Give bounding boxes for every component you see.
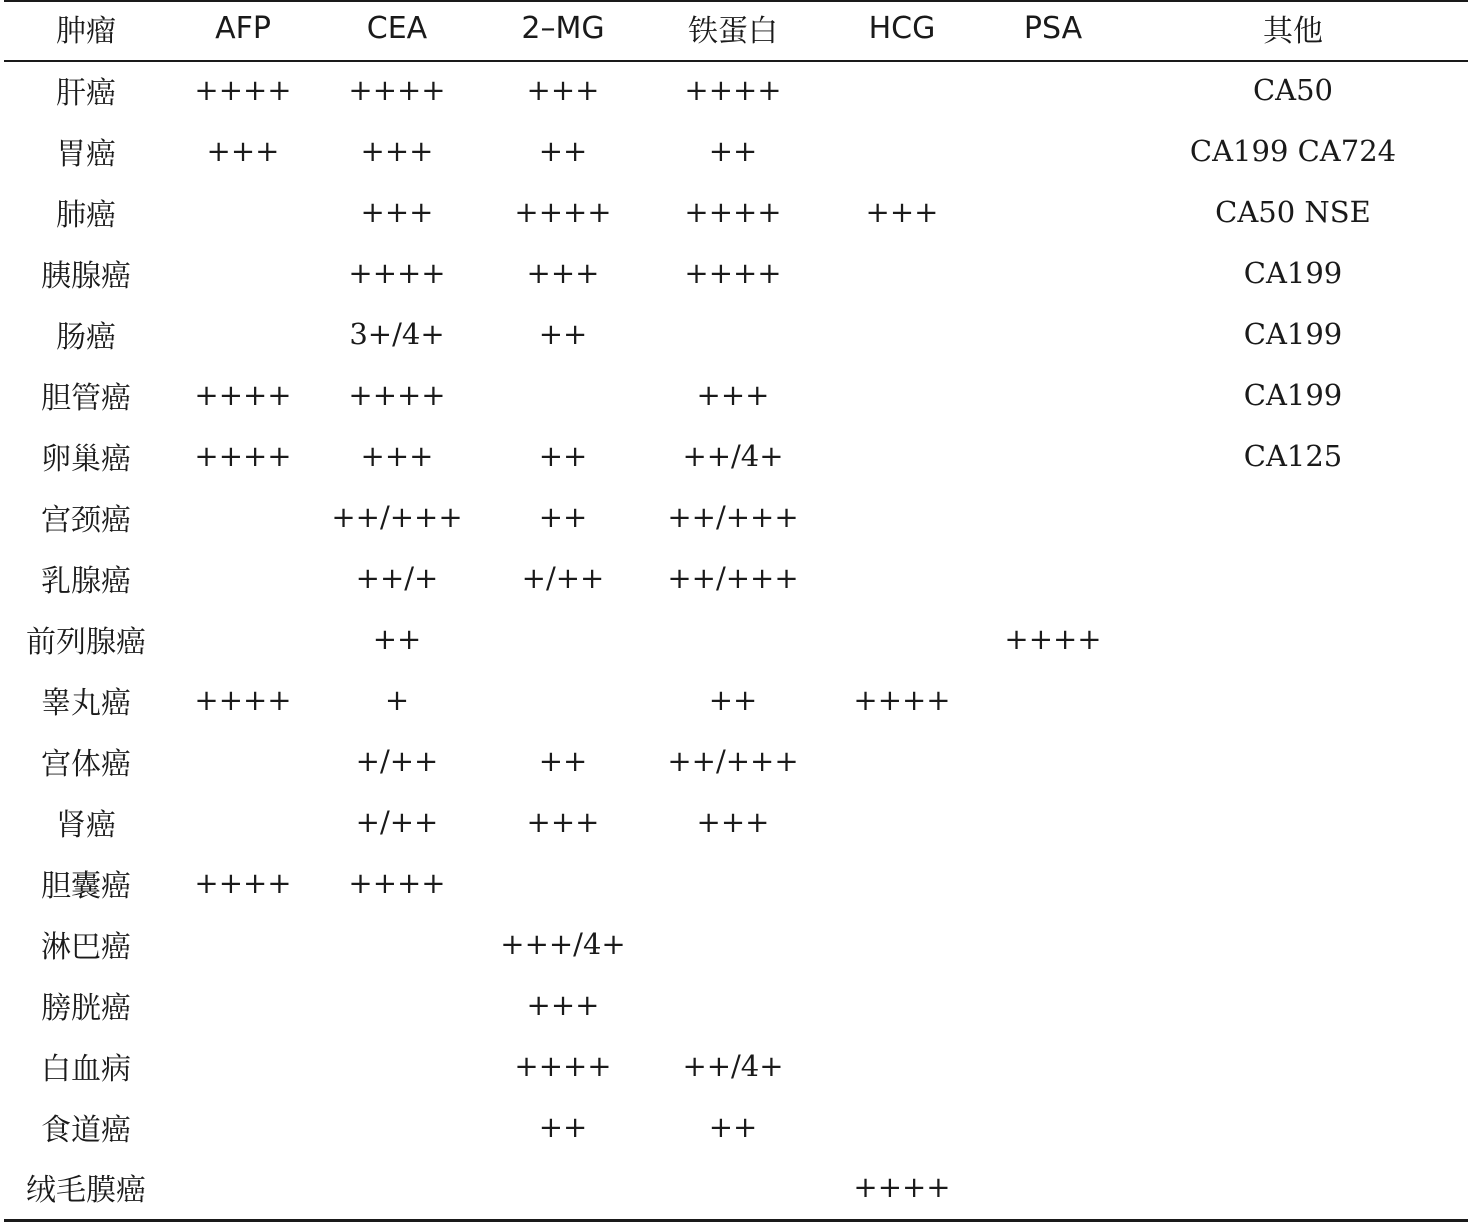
table-header [4,1,1468,61]
cell-ferritin: ++/4+ [682,438,784,473]
tumor-marker-table [4,0,1468,1222]
cell-afp: ++++ [194,377,292,412]
cell-other: CA50 [1252,73,1334,107]
cell-2mg: ++ [538,1109,588,1144]
cell-2mg: +++ [526,73,600,107]
cell-tumor-name: 膀胱癌 [41,990,131,1026]
cell-tumor-name: 胆管癌 [41,380,131,416]
cell-afp [168,183,318,244]
cell-tumor-name: 淋巴癌 [41,929,131,965]
header-cell-cea: CEA [318,1,476,61]
cell-2mg: ++ [538,499,588,534]
cell-other [1118,1037,1468,1098]
cell-hcg: +++ [865,194,939,229]
cell-ferritin [650,610,816,671]
cell-other: CA199 [1243,377,1343,412]
cell-cea [318,915,476,976]
cell-tumor-name: 白血病 [41,1051,131,1087]
cell-hcg [816,244,988,305]
cell-cea: +++ [360,438,434,473]
cell-hcg: ++++ [853,682,951,717]
cell-ferritin: ++++ [684,194,782,229]
cell-cea: + [384,682,410,717]
cell-tumor-name: 肾癌 [56,807,116,843]
cell-afp [168,732,318,793]
cell-psa [988,976,1118,1037]
cell-afp [168,305,318,366]
cell-other [1118,1159,1468,1220]
cell-psa [988,1037,1118,1098]
cell-afp [168,1098,318,1159]
cell-tumor-name: 肠癌 [56,319,116,355]
cell-cea [318,1098,476,1159]
cell-other [1118,488,1468,549]
table-row [4,244,1468,305]
cell-hcg [816,610,988,671]
cell-hcg [816,915,988,976]
cell-cea: ++++ [348,73,446,107]
cell-2mg: ++ [538,133,588,168]
cell-other [1118,1098,1468,1159]
header-cell-other: 其他 [1118,1,1468,61]
cell-cea: +++ [360,133,434,168]
cell-ferritin: ++/4+ [682,1048,784,1083]
cell-hcg [816,427,988,488]
cell-psa [988,183,1118,244]
table-row [4,122,1468,183]
cell-psa [988,1159,1118,1220]
cell-cea: ++++ [348,255,446,290]
cell-psa [988,549,1118,610]
cell-other [1118,793,1468,854]
cell-2mg: ++ [538,438,588,473]
cell-ferritin: ++/+++ [667,743,799,778]
header-cell-afp: AFP [168,1,318,61]
cell-psa [988,854,1118,915]
cell-afp [168,1159,318,1220]
table-row [4,488,1468,549]
header-row [4,1,1468,61]
cell-other [1118,549,1468,610]
cell-tumor-name: 胃癌 [56,136,116,172]
header-cell-2mg: 2–MG [476,1,650,61]
cell-psa: ++++ [1004,621,1102,656]
cell-psa [988,732,1118,793]
cell-ferritin: ++++ [684,73,782,107]
table-row [4,61,1468,122]
table-row [4,427,1468,488]
cell-hcg [816,854,988,915]
cell-hcg [816,1037,988,1098]
cell-tumor-name: 睾丸癌 [41,685,131,721]
table-row [4,610,1468,671]
header-cell-psa: PSA [988,1,1118,61]
cell-hcg [816,793,988,854]
table-body [4,61,1468,1220]
cell-cea [318,1159,476,1220]
cell-psa [988,915,1118,976]
cell-2mg: +++/4+ [500,926,626,961]
cell-other [1118,915,1468,976]
cell-2mg: +++ [526,804,600,839]
cell-ferritin [650,915,816,976]
cell-cea: ++ [372,621,422,656]
table-row [4,305,1468,366]
table-row [4,366,1468,427]
cell-afp: +++ [206,133,280,168]
cell-afp: ++++ [194,73,292,107]
cell-hcg [816,366,988,427]
cell-psa [988,793,1118,854]
cell-psa [988,244,1118,305]
cell-cea: +/++ [355,743,439,778]
table-row [4,793,1468,854]
cell-tumor-name: 食道癌 [41,1112,131,1148]
cell-2mg: ++ [538,316,588,351]
cell-psa [988,122,1118,183]
cell-ferritin [650,854,816,915]
cell-ferritin: ++/+++ [667,499,799,534]
cell-hcg [816,549,988,610]
cell-2mg: ++++ [514,1048,612,1083]
cell-afp [168,793,318,854]
cell-other [1118,671,1468,732]
table-row [4,915,1468,976]
cell-2mg: +++ [526,987,600,1022]
cell-ferritin: +++ [696,804,770,839]
cell-afp: ++++ [194,682,292,717]
cell-other [1118,976,1468,1037]
table-row [4,549,1468,610]
cell-afp: ++++ [194,438,292,473]
cell-tumor-name: 卵巢癌 [41,441,131,477]
header-cell-hcg: HCG [816,1,988,61]
cell-hcg [816,122,988,183]
cell-cea [318,976,476,1037]
cell-2mg [476,854,650,915]
cell-2mg [476,671,650,732]
cell-cea: +/++ [355,804,439,839]
cell-psa [988,488,1118,549]
cell-psa [988,305,1118,366]
cell-afp [168,915,318,976]
cell-hcg [816,305,988,366]
cell-cea: ++++ [348,377,446,412]
cell-other: CA125 [1243,438,1343,473]
cell-other [1118,732,1468,793]
cell-ferritin: ++ [708,682,758,717]
cell-ferritin [650,976,816,1037]
cell-tumor-name: 前列腺癌 [26,624,146,660]
cell-tumor-name: 宫颈癌 [41,502,131,538]
cell-tumor-name: 胰腺癌 [41,258,131,294]
cell-ferritin: ++ [708,133,758,168]
table-row [4,1098,1468,1159]
cell-ferritin: ++++ [684,255,782,290]
table-row [4,1037,1468,1098]
cell-afp [168,244,318,305]
cell-2mg: +/++ [521,560,605,595]
table-row [4,976,1468,1037]
cell-hcg [816,61,988,122]
cell-afp [168,549,318,610]
cell-afp [168,488,318,549]
cell-cea: ++/+++ [331,499,463,534]
cell-hcg [816,1098,988,1159]
cell-tumor-name: 肺癌 [56,197,116,233]
cell-2mg [476,366,650,427]
cell-psa [988,1098,1118,1159]
table-row [4,1159,1468,1220]
cell-2mg [476,1159,650,1220]
cell-psa [988,671,1118,732]
cell-hcg: ++++ [816,1159,988,1220]
cell-2mg [476,610,650,671]
cell-2mg: +++ [526,255,600,290]
cell-cea: 3+/4+ [349,316,445,351]
cell-tumor-name: 乳腺癌 [41,563,131,599]
header-cell-tumor: 肿瘤 [4,1,168,61]
cell-psa [988,366,1118,427]
cell-afp: ++++ [194,865,292,900]
cell-tumor-name: 肝癌 [56,76,116,111]
cell-ferritin: ++/+++ [667,560,799,595]
cell-ferritin [650,305,816,366]
cell-other: CA199 [1243,255,1343,290]
cell-cea: +++ [360,194,434,229]
cell-cea [318,1037,476,1098]
cell-afp [168,610,318,671]
cell-afp [168,976,318,1037]
cell-psa [988,61,1118,122]
cell-other: CA199 [1243,316,1343,351]
cell-tumor-name: 宫体癌 [41,746,131,782]
cell-hcg [816,488,988,549]
cell-cea: ++/+ [355,560,439,595]
cell-other [1118,610,1468,671]
cell-2mg: ++++ [514,194,612,229]
cell-other [1118,854,1468,915]
table-row [4,183,1468,244]
cell-2mg: ++ [538,743,588,778]
cell-tumor-name: 绒毛膜癌 [4,1159,168,1220]
cell-other: CA50 NSE [1215,194,1371,229]
cell-cea: ++++ [348,865,446,900]
header-cell-ferritin: 铁蛋白 [650,1,816,61]
cell-hcg [816,732,988,793]
cell-other: CA199 CA724 [1189,133,1397,168]
table-row [4,854,1468,915]
table-row [4,732,1468,793]
cell-ferritin: ++ [708,1109,758,1144]
table-row [4,671,1468,732]
cell-hcg [816,976,988,1037]
cell-ferritin: +++ [696,377,770,412]
cell-tumor-name: 胆囊癌 [41,868,131,904]
cell-psa [988,427,1118,488]
cell-ferritin [650,1159,816,1220]
cell-afp [168,1037,318,1098]
